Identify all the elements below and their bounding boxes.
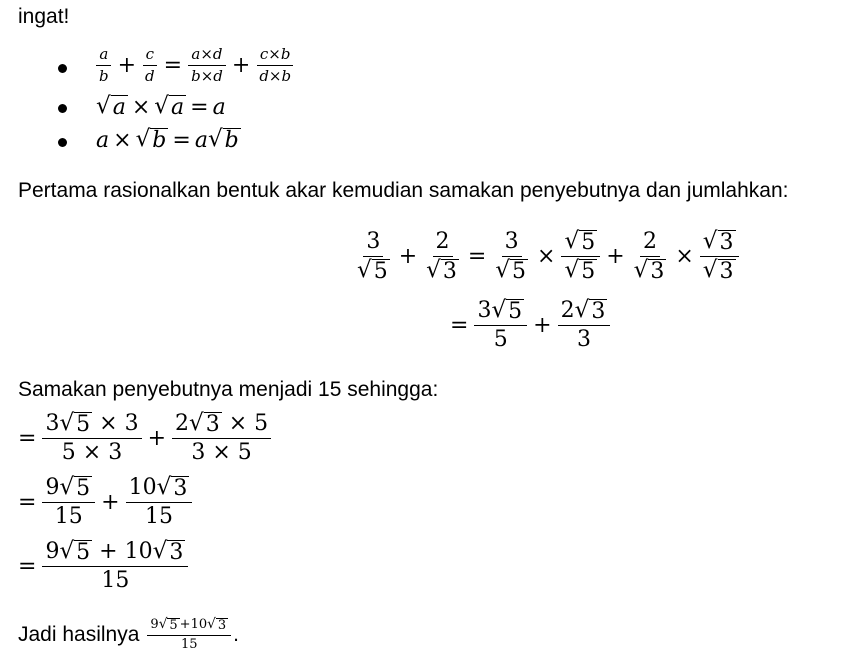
final-answer: Jadi hasilnya 9 √ 5 +10 √ 3 15 . (18, 616, 239, 652)
equation-rationalize-step2: = 3 √ 5 5 + 2 √ 3 3 (446, 299, 612, 352)
formula-coef-sqrt: a × √ b = a √ b (96, 126, 239, 154)
intro-text: ingat! (18, 5, 70, 28)
equation-rationalize-step1: 3 √ 5 + 2 √ 3 = 3 √ 5 × √ 5 √ 5 + 2 √ 3 × √ 3 √ 3 (352, 230, 741, 283)
bullet-2 (58, 104, 67, 113)
paragraph-common-denominator: Samakan penyebutnya menjadi 15 sehingga: (18, 378, 439, 401)
formula-sqrt-product: √ a × √ a = a (96, 93, 226, 121)
final-answer-label: Jadi hasilnya (18, 622, 140, 646)
equation-step-1: = 3 √ 5 × 3 5 × 3 + 2 √ 3 × 5 3 × 5 (18, 412, 273, 465)
bullet-3 (58, 138, 67, 147)
equation-step-3: = 9 √ 5 + 10 √ 3 15 (18, 540, 190, 593)
formula-fraction-sum: $\frac{a}{b}$ + $\frac{c}{d}$ = $\frac{a\times d}{b\times d}$ + $\frac{c\times b}{d\times b}$ (94, 46, 296, 84)
bullet-1 (58, 64, 67, 73)
paragraph-rationalize: Pertama rasionalkan bentuk akar kemudian samakan penyebutnya dan jumlahkan: (18, 179, 789, 202)
equation-step-2: = 9 √ 5 15 + 10 √ 3 15 (18, 476, 194, 529)
